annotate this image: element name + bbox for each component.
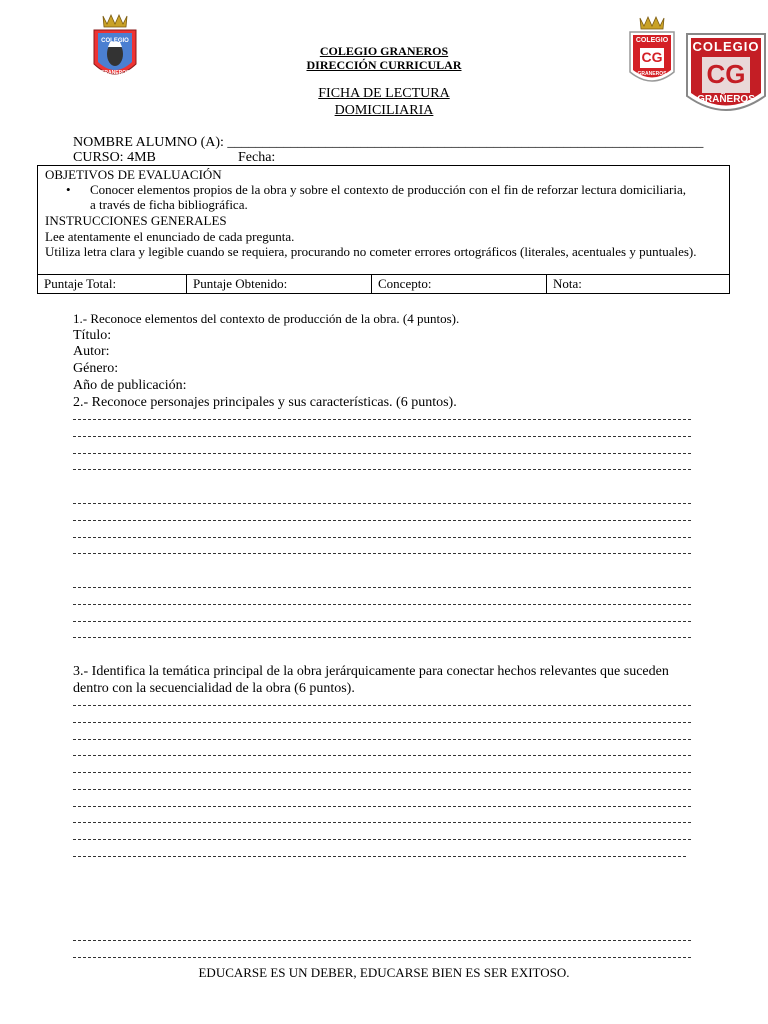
answer-line[interactable] <box>73 553 691 554</box>
answer-line[interactable] <box>73 822 691 823</box>
answer-line[interactable] <box>73 419 691 420</box>
answer-line[interactable] <box>73 587 691 588</box>
page-title-line1: FICHA DE LECTURA <box>318 86 450 101</box>
answer-line[interactable] <box>73 503 691 504</box>
answer-line[interactable] <box>73 739 691 740</box>
answer-line[interactable] <box>73 436 691 437</box>
answer-line[interactable] <box>73 755 691 756</box>
page-title-line2: DOMICILIARIA <box>334 103 434 118</box>
answer-line[interactable] <box>73 604 691 605</box>
objectives-heading: OBJETIVOS DE EVALUACIÓN <box>45 167 222 182</box>
field-genre[interactable]: Género: <box>73 361 119 376</box>
right-small-logo-text1: COLEGIO <box>635 37 669 44</box>
answer-line[interactable] <box>73 520 691 521</box>
answer-line[interactable] <box>73 789 691 790</box>
answer-line[interactable] <box>73 839 691 840</box>
right-small-logo-text2: CG <box>641 49 663 65</box>
answer-line[interactable] <box>73 637 691 638</box>
instructions-heading: INSTRUCCIONES GENERALES <box>45 213 227 228</box>
objectives-box <box>37 165 730 275</box>
answer-line[interactable] <box>73 469 691 470</box>
right-large-logo-text1: COLEGIO <box>692 39 760 54</box>
answer-line[interactable] <box>73 453 691 454</box>
answer-line[interactable] <box>73 856 686 857</box>
answer-line[interactable] <box>73 537 691 538</box>
footer-motto: EDUCARSE ES UN DEBER, EDUCARSE BIEN ES SER EXITOSO. <box>198 965 570 980</box>
field-author[interactable]: Autor: <box>73 344 110 359</box>
instruction-line2: Utiliza letra clara y legible cuando se requiera, procurando no cometer errores ortográficos (literales, acentuales y puntuales). <box>45 244 697 259</box>
field-year[interactable]: Año de publicación: <box>73 378 187 393</box>
objective-bullet-text: Conocer elementos propios de la obra y sobre el contexto de producción con el fin de reforzar lectura domiciliaria, a través de ficha bibliográfica. <box>90 182 686 212</box>
answer-line[interactable] <box>73 621 691 622</box>
score-total-cell[interactable]: Puntaje Total: <box>38 275 187 294</box>
department-name: DIRECCIÓN CURRICULAR <box>306 58 462 72</box>
left-logo-text1: COLEGIO <box>101 38 129 44</box>
grade-cell[interactable]: Nota: <box>547 275 730 294</box>
course-label: CURSO: 4MB <box>73 150 156 165</box>
score-table <box>37 274 730 294</box>
left-logo-text2: GRANEROS <box>100 70 130 76</box>
school-name: COLEGIO GRANEROS <box>319 44 449 58</box>
question-3: 3.- Identifica la temática principal de la obra jerárquicamente para conectar hechos relevantes que suceden dentro con la secuencialidad de la obra (6 puntos). <box>73 664 669 696</box>
answer-line[interactable] <box>73 806 691 807</box>
instruction-line1: Lee atentamente el enunciado de cada pregunta. <box>45 229 295 244</box>
answer-line[interactable] <box>73 772 691 773</box>
score-obtained-cell[interactable]: Puntaje Obtenido: <box>187 275 372 294</box>
question-2: 2.- Reconoce personajes principales y sus características. (6 puntos). <box>73 395 457 410</box>
answer-line[interactable] <box>73 705 691 706</box>
answer-line[interactable] <box>73 940 691 941</box>
field-title[interactable]: Título: <box>73 328 112 343</box>
right-large-logo-text3: GRAÑEROS <box>697 94 755 105</box>
student-name-field[interactable]: NOMBRE ALUMNO (A): ____________________________________________________________________ <box>73 135 704 150</box>
answer-line[interactable] <box>73 957 691 958</box>
question-1: 1.- Reconoce elementos del contexto de producción de la obra. (4 puntos). <box>73 311 460 326</box>
bullet-icon: • <box>66 182 71 197</box>
answer-line[interactable] <box>73 722 691 723</box>
right-small-logo-text3: GRANEROS <box>637 71 667 77</box>
concept-cell[interactable]: Concepto: <box>372 275 547 294</box>
right-large-logo-text2: CG <box>706 59 746 89</box>
date-field[interactable]: Fecha: <box>238 150 276 165</box>
